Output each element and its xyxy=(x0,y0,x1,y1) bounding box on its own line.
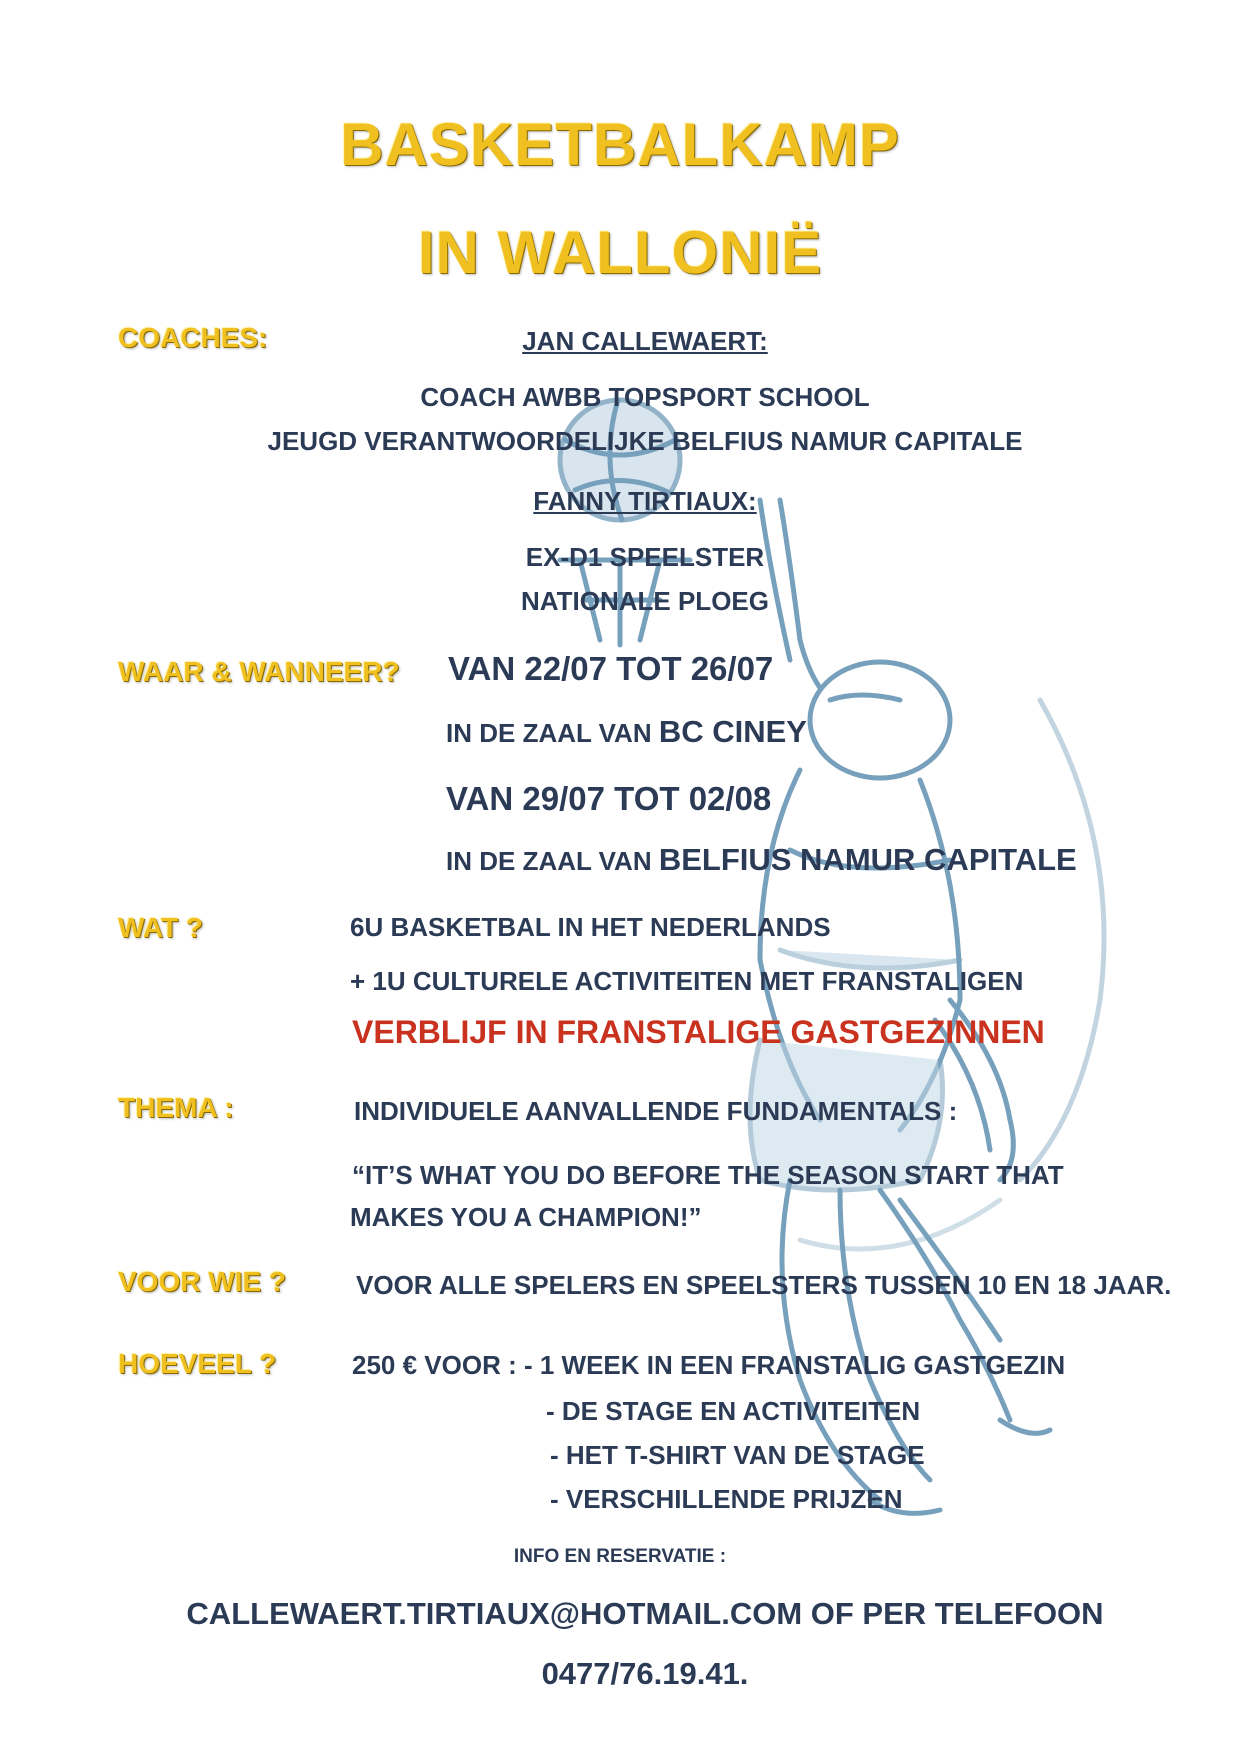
coach1-name-text: JAN CALLEWAERT: xyxy=(522,326,768,356)
what-line-1: 6U BASKETBAL IN HET NEDERLANDS xyxy=(350,912,831,942)
coach1-role-2: JEUGD VERANTWOORDELIJKE BELFIUS NAMUR CAPITALE xyxy=(267,426,1023,456)
what-label: WAT ? xyxy=(118,912,204,943)
week1-venue: BC CINEY xyxy=(658,714,807,749)
week2-venue-line xyxy=(446,842,1077,878)
coach2-name: FANNY TIRTIAUX: xyxy=(533,486,757,516)
info-contact: CALLEWAERT.TIRTIAUX@HOTMAIL.COM OF PER TELEFOON xyxy=(186,1596,1104,1631)
what-highlight: VERBLIJF IN FRANSTALIGE GASTGEZINNEN xyxy=(352,1014,1045,1050)
week1-venue-prefix: IN DE ZAAL VAN xyxy=(446,718,659,748)
price-line-3: - HET T-SHIRT VAN DE STAGE xyxy=(550,1440,925,1470)
coaches-label: COACHES: xyxy=(118,322,268,353)
info-phone: 0477/76.19.41. xyxy=(541,1656,749,1691)
week2-dates: VAN 29/07 TOT 02/08 xyxy=(446,780,772,817)
week2-venue-prefix: IN DE ZAAL VAN xyxy=(446,846,659,876)
info-label: INFO EN RESERVATIE : xyxy=(513,1546,727,1567)
theme-quote-2: MAKES YOU A CHAMPION!” xyxy=(350,1202,702,1232)
coach2-role-1: EX-D1 SPEELSTER xyxy=(525,542,765,572)
coach2-role-2: NATIONALE PLOEG xyxy=(521,586,769,616)
theme-label: THEMA : xyxy=(118,1092,234,1123)
price-label: HOEVEEL ? xyxy=(118,1348,277,1379)
title-line-2: IN WALLONIË xyxy=(417,219,823,286)
week1-venue-line xyxy=(446,714,807,750)
when-label: WAAR & WANNEER? xyxy=(118,656,400,687)
theme-quote-1: “IT’S WHAT YOU DO BEFORE THE SEASON START THAT xyxy=(352,1160,1064,1190)
price-line-2: - DE STAGE EN ACTIVITEITEN xyxy=(546,1396,921,1426)
what-line-2: + 1U CULTURELE ACTIVITEITEN MET FRANSTALIGEN xyxy=(350,966,1024,996)
price-line-4: - VERSCHILLENDE PRIJZEN xyxy=(550,1484,903,1514)
coach1-name xyxy=(0,326,1160,357)
theme-line-1: INDIVIDUELE AANVALLENDE FUNDAMENTALS : xyxy=(354,1096,958,1126)
price-line-1: 250 € VOOR : - 1 WEEK IN EEN FRANSTALIG GASTGEZIN xyxy=(352,1350,1066,1380)
coach1-role-1: COACH AWBB TOPSPORT SCHOOL xyxy=(420,382,870,412)
week2-venue: BELFIUS NAMUR CAPITALE xyxy=(658,842,1077,877)
week1-dates: VAN 22/07 TOT 26/07 xyxy=(448,650,774,687)
who-label: VOOR WIE ? xyxy=(118,1266,286,1297)
who-text: VOOR ALLE SPELERS EN SPEELSTERS TUSSEN 10 EN 18 JAAR. xyxy=(356,1270,1172,1300)
title-line-1: BASKETBALKAMP xyxy=(340,111,900,178)
